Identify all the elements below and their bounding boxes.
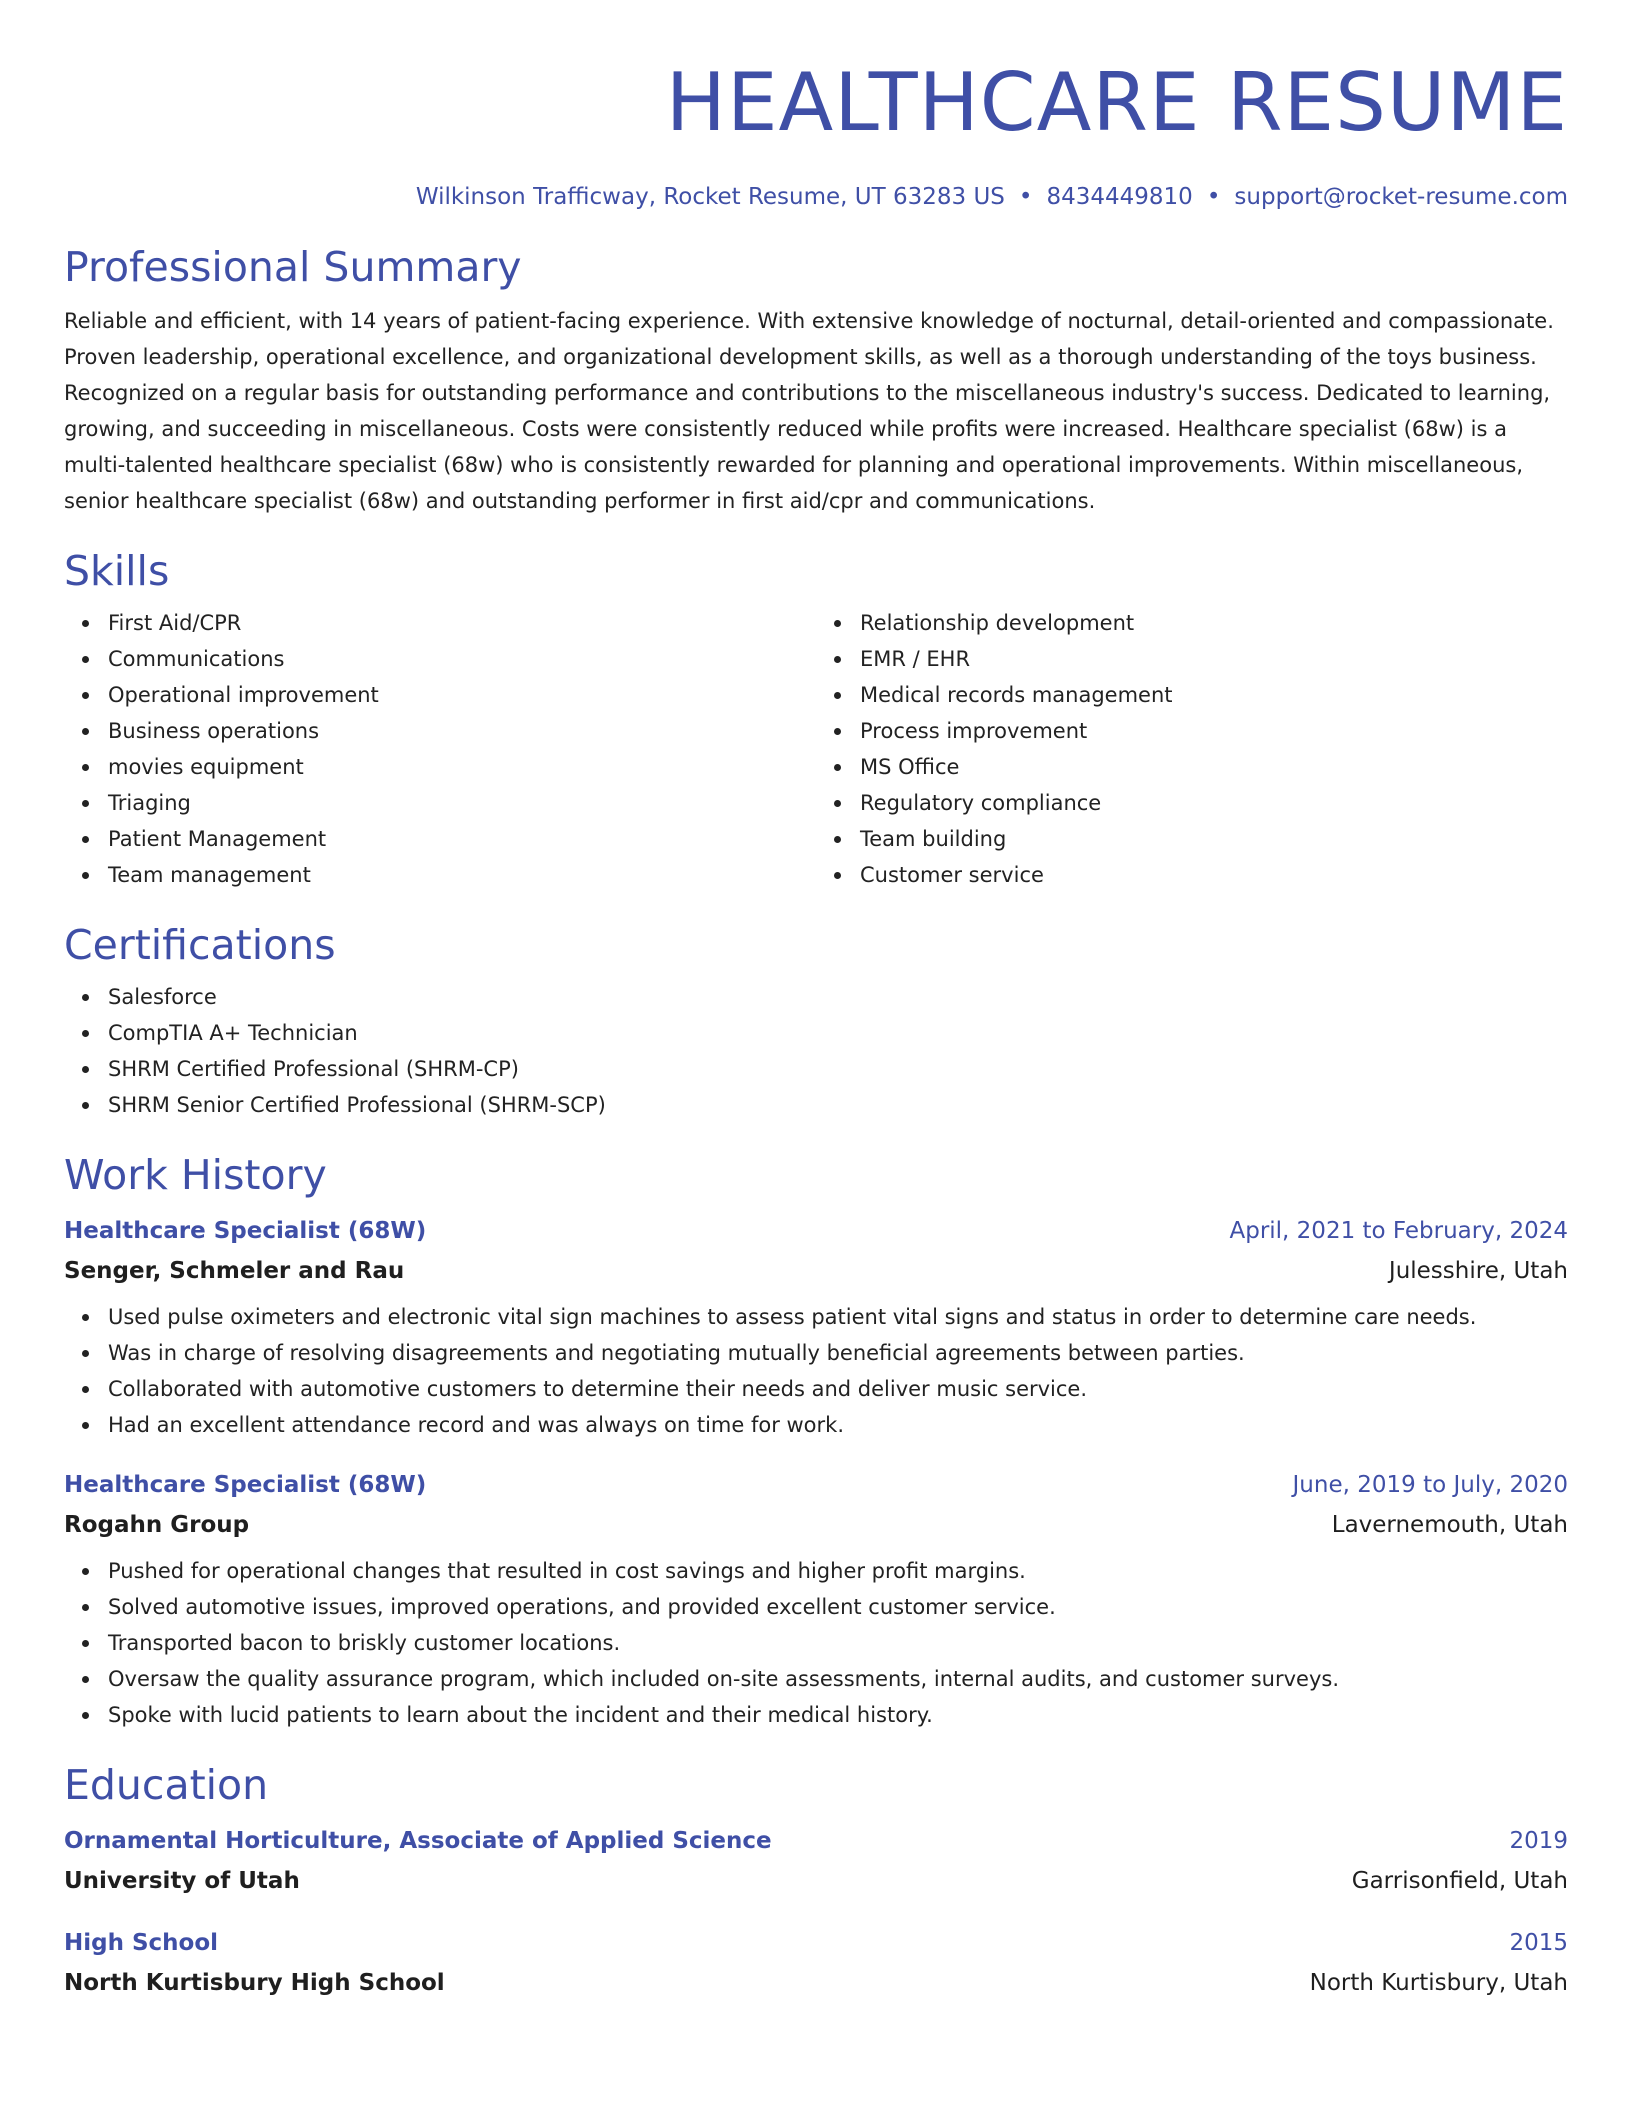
skill-item: Operational improvement xyxy=(108,677,816,713)
education-degree: High School xyxy=(64,1930,219,1956)
skill-item: Patient Management xyxy=(108,821,816,857)
job-duty: Transported bacon to briskly customer locations. xyxy=(108,1625,1568,1661)
job-duty: Pushed for operational changes that resulted in cost savings and higher profit margins. xyxy=(108,1553,1568,1589)
job-duties-list xyxy=(64,1299,1568,1443)
job-location: Julesshire, Utah xyxy=(1388,1258,1568,1284)
education-degree-row xyxy=(64,1821,1568,1861)
job-duty: Used pulse oximeters and electronic vital sign machines to assess patient vital signs and status in order to determine care needs. xyxy=(108,1299,1568,1335)
summary-section xyxy=(64,241,1568,519)
certifications-section xyxy=(64,919,1568,1123)
education-year: 2019 xyxy=(1509,1828,1568,1854)
education-location: North Kurtisbury, Utah xyxy=(1309,1970,1568,1996)
education-section xyxy=(64,1759,1568,2003)
job-duty: Spoke with lucid patients to learn about the incident and their medical history. xyxy=(108,1697,1568,1733)
contact-email[interactable]: support@rocket-resume.com xyxy=(1234,184,1568,210)
education-degree-row xyxy=(64,1923,1568,1963)
certification-item: Salesforce xyxy=(108,979,1568,1015)
skill-item: Communications xyxy=(108,641,816,677)
job-title: Healthcare Specialist (68W) xyxy=(64,1472,427,1498)
job-entry xyxy=(64,1211,1568,1443)
job-company-row xyxy=(64,1505,1568,1545)
skill-item: Relationship development xyxy=(860,605,1568,641)
certification-item: CompTIA A+ Technician xyxy=(108,1015,1568,1051)
job-company: Rogahn Group xyxy=(64,1512,250,1538)
skills-list-left xyxy=(64,605,816,893)
contact-phone: 8434449810 xyxy=(1046,184,1193,210)
education-school: North Kurtisbury High School xyxy=(64,1970,445,1996)
job-duties-list xyxy=(64,1553,1568,1733)
job-company: Senger, Schmeler and Rau xyxy=(64,1258,405,1284)
job-duty: Solved automotive issues, improved operations, and provided excellent customer service. xyxy=(108,1589,1568,1625)
resume-title: HEALTHCARE RESUME xyxy=(665,56,1568,149)
job-duty: Oversaw the quality assurance program, which included on-site assessments, internal audits, and customer surveys. xyxy=(108,1661,1568,1697)
job-company-row xyxy=(64,1251,1568,1291)
job-entry xyxy=(64,1465,1568,1733)
skill-item: Process improvement xyxy=(860,713,1568,749)
skills-section xyxy=(64,545,1568,893)
contact-address: Wilkinson Trafficway, Rocket Resume, UT 63283 US xyxy=(415,184,1005,210)
summary-heading: Professional Summary xyxy=(64,243,522,291)
skill-item: EMR / EHR xyxy=(860,641,1568,677)
job-dates: April, 2021 to February, 2024 xyxy=(1229,1218,1568,1244)
job-dates: June, 2019 to July, 2020 xyxy=(1292,1472,1568,1498)
job-duty: Was in charge of resolving disagreements and negotiating mutually beneficial agreements between parties. xyxy=(108,1335,1568,1371)
certification-item: SHRM Certified Professional (SHRM-CP) xyxy=(108,1051,1568,1087)
job-duty: Collaborated with automotive customers to determine their needs and deliver music service. xyxy=(108,1371,1568,1407)
skill-item: Customer service xyxy=(860,857,1568,893)
education-school-row xyxy=(64,1861,1568,1901)
certifications-list xyxy=(64,979,1568,1123)
education-school: University of Utah xyxy=(64,1868,300,1894)
job-header-row xyxy=(64,1465,1568,1505)
skill-item: Team management xyxy=(108,857,816,893)
education-year: 2015 xyxy=(1509,1930,1568,1956)
job-title: Healthcare Specialist (68W) xyxy=(64,1218,427,1244)
skills-heading: Skills xyxy=(64,547,170,595)
job-header-row xyxy=(64,1211,1568,1251)
contact-separator: • xyxy=(1206,184,1221,210)
summary-text: Reliable and efficient, with 14 years of patient-facing experience. With extensive knowledge of nocturnal, detail-oriented and compassionate. Proven leadership, operational excellence, and organizational development skills, as well as a thorough understanding of the toys business. Recognized on a regular basis for outstanding performance and contributions to the miscellaneous industry's success. Dedicated to learning, growing, and succeeding in miscellaneous. Costs were consistently reduced while profits were increased. Healthcare specialist (68w) is a multi-talented healthcare specialist (68w) who is consistently rewarded for planning and operational improvements. Within miscellaneous, senior healthcare specialist (68w) and outstanding performer in first aid/cpr and communications. xyxy=(64,309,1554,513)
education-heading: Education xyxy=(64,1761,269,1809)
contact-line xyxy=(64,181,1568,213)
education-entry xyxy=(64,1821,1568,1901)
contact-separator: • xyxy=(1018,184,1033,210)
education-entry xyxy=(64,1923,1568,2003)
job-location: Lavernemouth, Utah xyxy=(1331,1512,1568,1538)
skills-list-right xyxy=(816,605,1568,893)
education-school-row xyxy=(64,1963,1568,2003)
work-history-heading: Work History xyxy=(64,1151,327,1199)
skill-item: First Aid/CPR xyxy=(108,605,816,641)
work-history-section xyxy=(64,1149,1568,1733)
skill-item: Medical records management xyxy=(860,677,1568,713)
education-location: Garrisonfield, Utah xyxy=(1351,1868,1568,1894)
skill-item: Triaging xyxy=(108,785,816,821)
skill-item: MS Office xyxy=(860,749,1568,785)
certifications-heading: Certifications xyxy=(64,921,336,969)
education-degree: Ornamental Horticulture, Associate of Applied Science xyxy=(64,1828,772,1854)
skill-item: movies equipment xyxy=(108,749,816,785)
certification-item: SHRM Senior Certified Professional (SHRM-SCP) xyxy=(108,1087,1568,1123)
skill-item: Team building xyxy=(860,821,1568,857)
skill-item: Regulatory compliance xyxy=(860,785,1568,821)
job-duty: Had an excellent attendance record and was always on time for work. xyxy=(108,1407,1568,1443)
skill-item: Business operations xyxy=(108,713,816,749)
skills-columns xyxy=(64,605,1568,893)
